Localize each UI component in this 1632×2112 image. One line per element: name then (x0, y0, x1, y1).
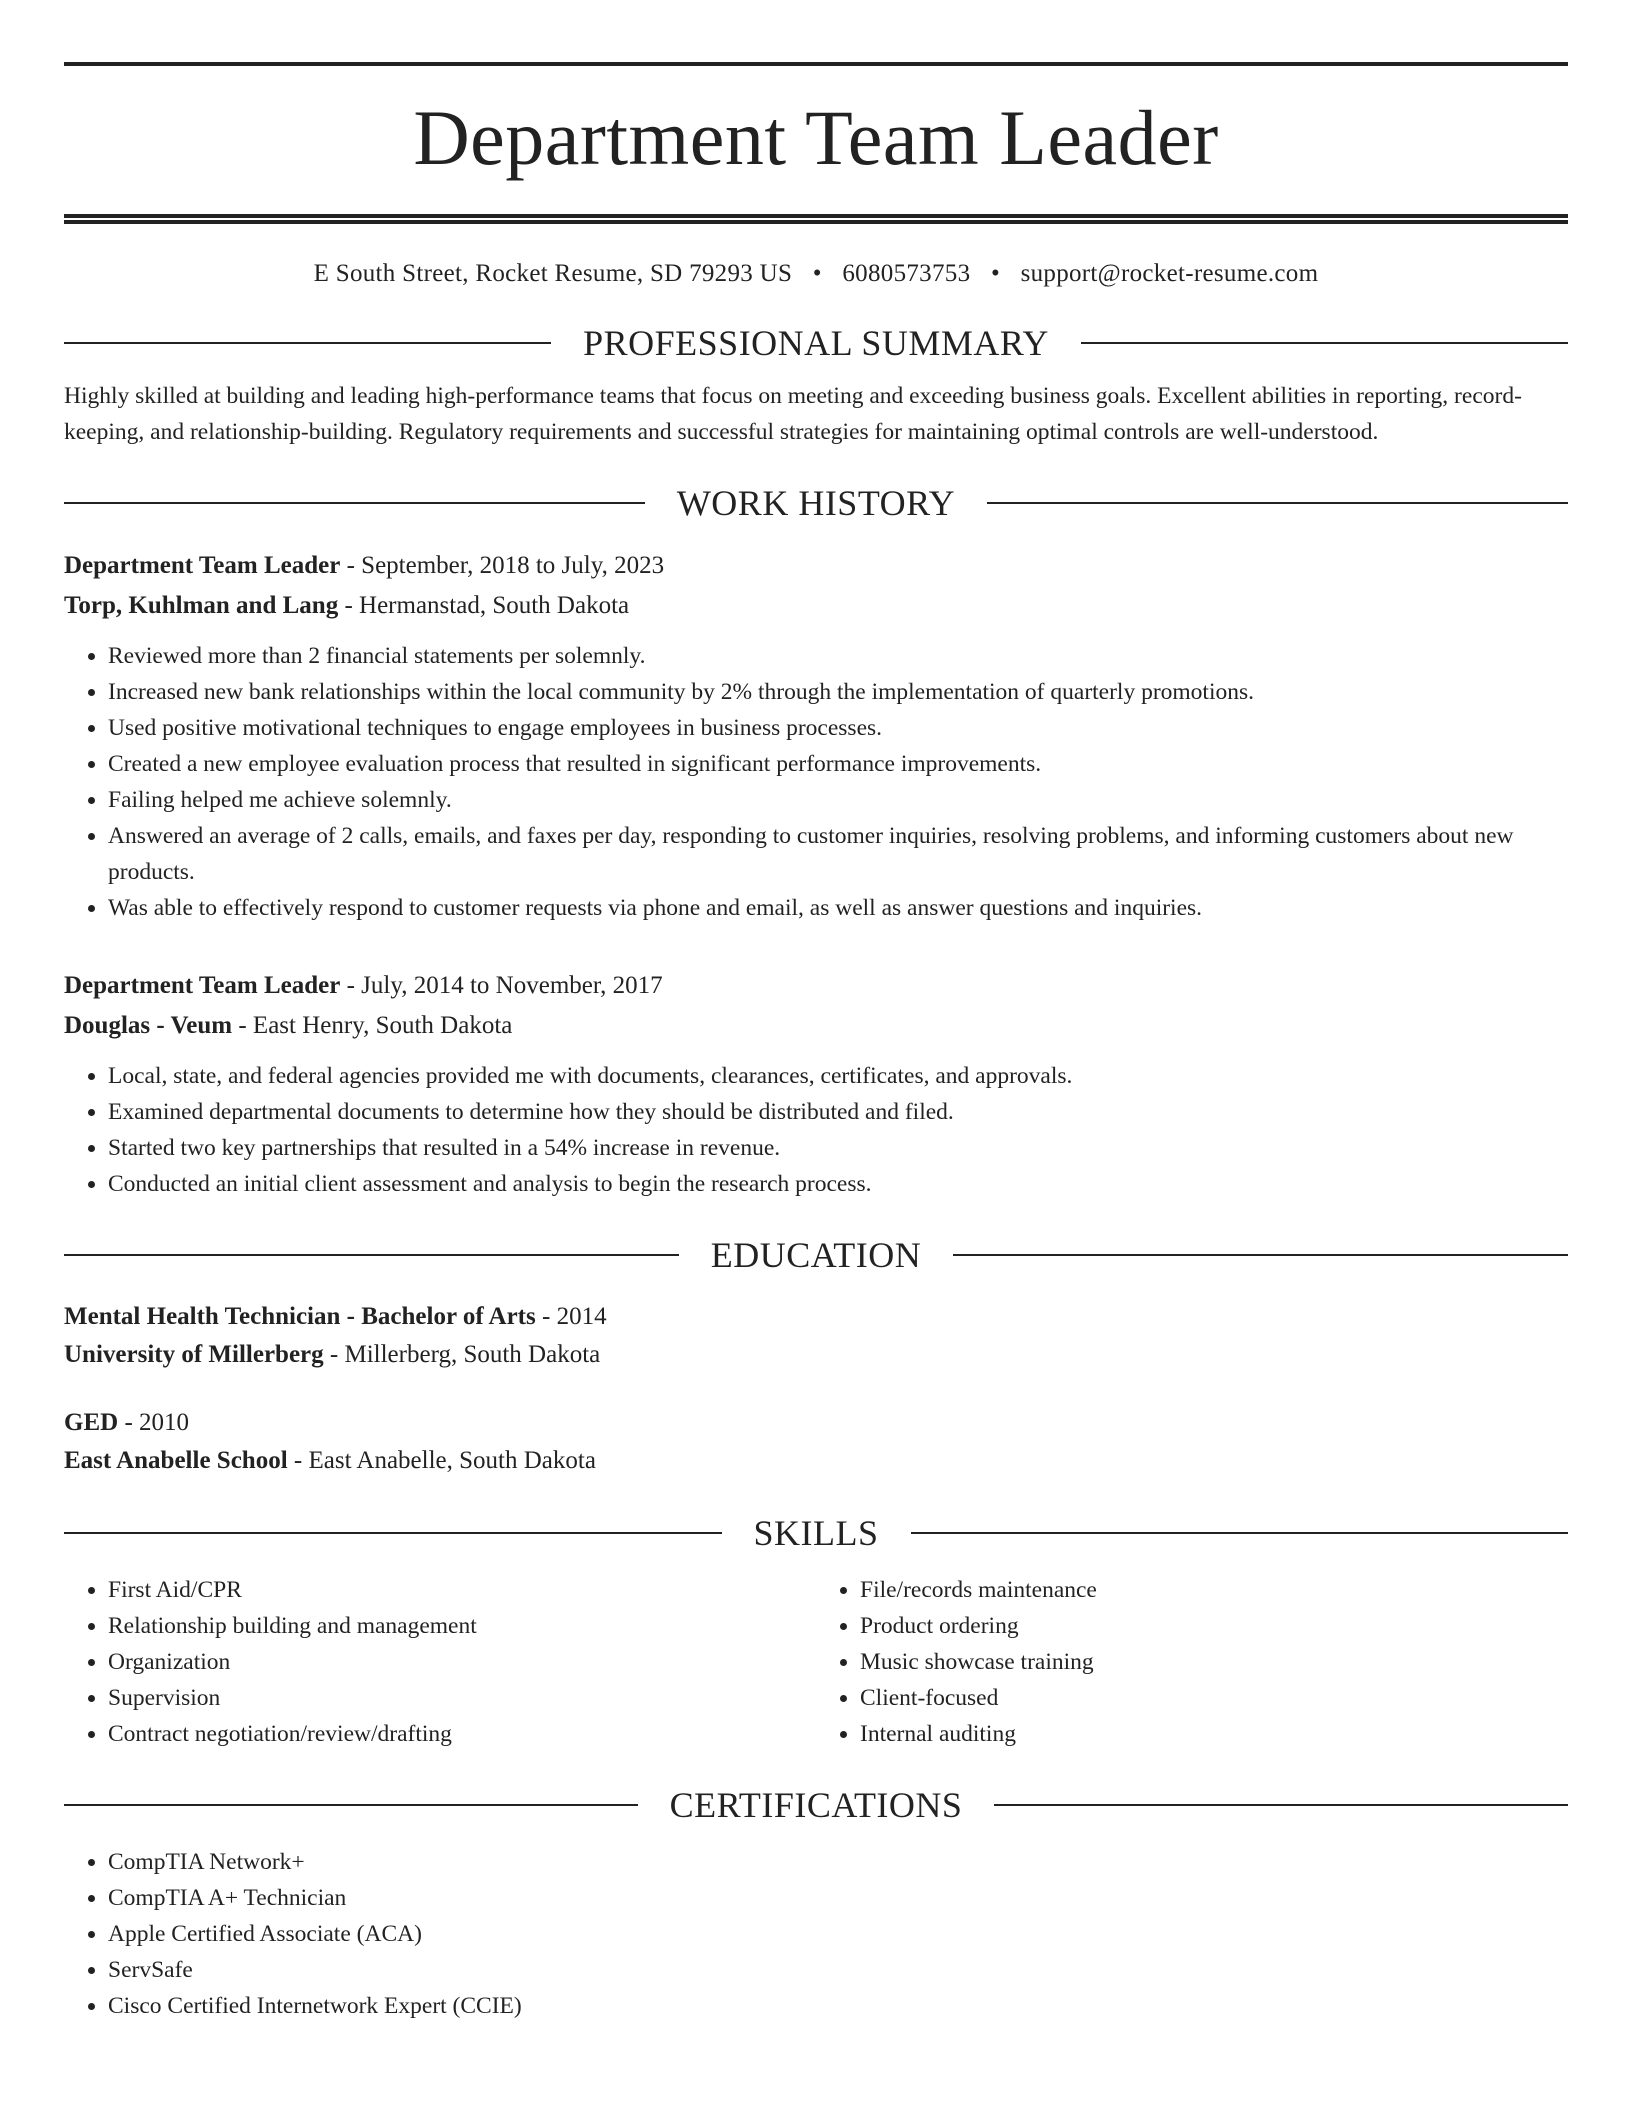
title-double-rule (64, 214, 1568, 224)
divider-line (64, 1532, 722, 1534)
education-school-line (64, 1336, 1568, 1374)
education-entry (64, 1298, 1568, 1374)
list-item: • Internal auditing (860, 1716, 1568, 1752)
list-item: • Was able to effectively respond to customer requests via phone and email, as well as answer questions and inquiries. (108, 890, 1568, 926)
divider-line (1081, 342, 1568, 344)
certifications-block (64, 1844, 1568, 2024)
job-location: - East Henry, South Dakota (232, 1012, 513, 1039)
certifications-section-heading (64, 1782, 1568, 1828)
list-item: • Conducted an initial client assessment and analysis to begin the research process. (108, 1166, 1568, 1202)
list-item: • Local, state, and federal agencies provided me with documents, clearances, certificates, and approvals. (108, 1058, 1568, 1094)
education-school-line (64, 1442, 1568, 1480)
contact-separator: • (812, 260, 822, 287)
divider-line (64, 342, 551, 344)
section-title: PROFESSIONAL SUMMARY (583, 323, 1049, 363)
list-item: • Cisco Certified Internetwork Expert (CCIE) (108, 1988, 1568, 2024)
list-item: • Relationship building and management (108, 1608, 816, 1644)
job-title: Department Team Leader (64, 552, 341, 579)
skills-list-right (816, 1572, 1568, 1752)
summary-text: Highly skilled at building and leading high-performance teams that focus on meeting and exceeding business goals. Excellent abilities in reporting, record-keeping, and relationship-building. Regulatory requirements and successful strategies for maintaining optimal controls are well-understood. (64, 383, 1522, 445)
education-location: - Millerberg, South Dakota (323, 1341, 601, 1368)
skills-columns (64, 1572, 1568, 1752)
job-company: Torp, Kuhlman and Lang (64, 592, 339, 619)
list-item: • First Aid/CPR (108, 1572, 816, 1608)
job-entry (64, 966, 1568, 1202)
section-title: CERTIFICATIONS (669, 1785, 963, 1825)
resume-title: Department Team Leader (413, 94, 1219, 181)
education-entry (64, 1404, 1568, 1480)
job-company-line (64, 586, 1568, 626)
list-item: • Contract negotiation/review/drafting (108, 1716, 816, 1752)
section-title: EDUCATION (710, 1235, 922, 1275)
job-dates: - September, 2018 to July, 2023 (340, 552, 665, 579)
contact-line (64, 258, 1568, 290)
list-item: • Organization (108, 1644, 816, 1680)
education-degree: GED (64, 1409, 119, 1436)
skills-section-heading (64, 1510, 1568, 1556)
education-location: - East Anabelle, South Dakota (287, 1447, 596, 1474)
education-school: University of Millerberg (64, 1341, 324, 1368)
work-section-heading (64, 480, 1568, 526)
contact-email: support@rocket-resume.com (1020, 260, 1319, 287)
education-degree-line (64, 1404, 1568, 1442)
job-bullet-list (64, 1058, 1568, 1202)
list-item: • CompTIA Network+ (108, 1844, 1568, 1880)
list-item: • Music showcase training (860, 1644, 1568, 1680)
section-title: WORK HISTORY (676, 483, 956, 523)
summary-section-heading (64, 320, 1568, 366)
list-item: • Examined departmental documents to determine how they should be distributed and filed. (108, 1094, 1568, 1130)
list-item: • Used positive motivational techniques to engage employees in business processes. (108, 710, 1568, 746)
list-item: • Increased new bank relationships within the local community by 2% through the implementation of quarterly promotions. (108, 674, 1568, 710)
list-item: • Apple Certified Associate (ACA) (108, 1916, 1568, 1952)
contact-phone: 6080573753 (842, 260, 971, 287)
job-company-line (64, 1006, 1568, 1046)
certifications-list (64, 1844, 1568, 2024)
education-year: - 2010 (118, 1409, 190, 1436)
list-item: • Created a new employee evaluation process that resulted in significant performance improvements. (108, 746, 1568, 782)
education-year: - 2014 (535, 1303, 607, 1330)
education-school: East Anabelle School (64, 1447, 288, 1474)
contact-address: E South Street, Rocket Resume, SD 79293 US (313, 260, 793, 287)
job-dates: - July, 2014 to November, 2017 (340, 972, 663, 999)
job-title: Department Team Leader (64, 972, 341, 999)
job-bullet-list (64, 638, 1568, 926)
divider-line (64, 1804, 638, 1806)
skills-list-left (64, 1572, 816, 1752)
job-company: Douglas - Veum (64, 1012, 233, 1039)
divider-line (64, 502, 645, 504)
divider-line (64, 1254, 679, 1256)
list-item: • Answered an average of 2 calls, emails, and faxes per day, responding to customer inquiries, resolving problems, and informing customers about new products. (108, 818, 1568, 890)
list-item: • Failing helped me achieve solemnly. (108, 782, 1568, 818)
list-item: • Client-focused (860, 1680, 1568, 1716)
job-title-line (64, 546, 1568, 586)
list-item: • Reviewed more than 2 financial statements per solemnly. (108, 638, 1568, 674)
list-item: • CompTIA A+ Technician (108, 1880, 1568, 1916)
divider-line (987, 502, 1568, 504)
education-degree: Mental Health Technician - Bachelor of Arts (64, 1303, 536, 1330)
top-rule (64, 62, 1568, 66)
divider-line (994, 1804, 1568, 1806)
contact-separator: • (990, 260, 1000, 287)
job-entry (64, 546, 1568, 926)
education-section-heading (64, 1232, 1568, 1278)
list-item: • ServSafe (108, 1952, 1568, 1988)
job-location: - Hermanstad, South Dakota (338, 592, 630, 619)
divider-line (911, 1532, 1569, 1534)
section-title: SKILLS (753, 1513, 879, 1553)
divider-line (953, 1254, 1568, 1256)
job-title-line (64, 966, 1568, 1006)
list-item: • Supervision (108, 1680, 816, 1716)
education-degree-line (64, 1298, 1568, 1336)
list-item: • Product ordering (860, 1608, 1568, 1644)
list-item: • File/records maintenance (860, 1572, 1568, 1608)
list-item: • Started two key partnerships that resulted in a 54% increase in revenue. (108, 1130, 1568, 1166)
